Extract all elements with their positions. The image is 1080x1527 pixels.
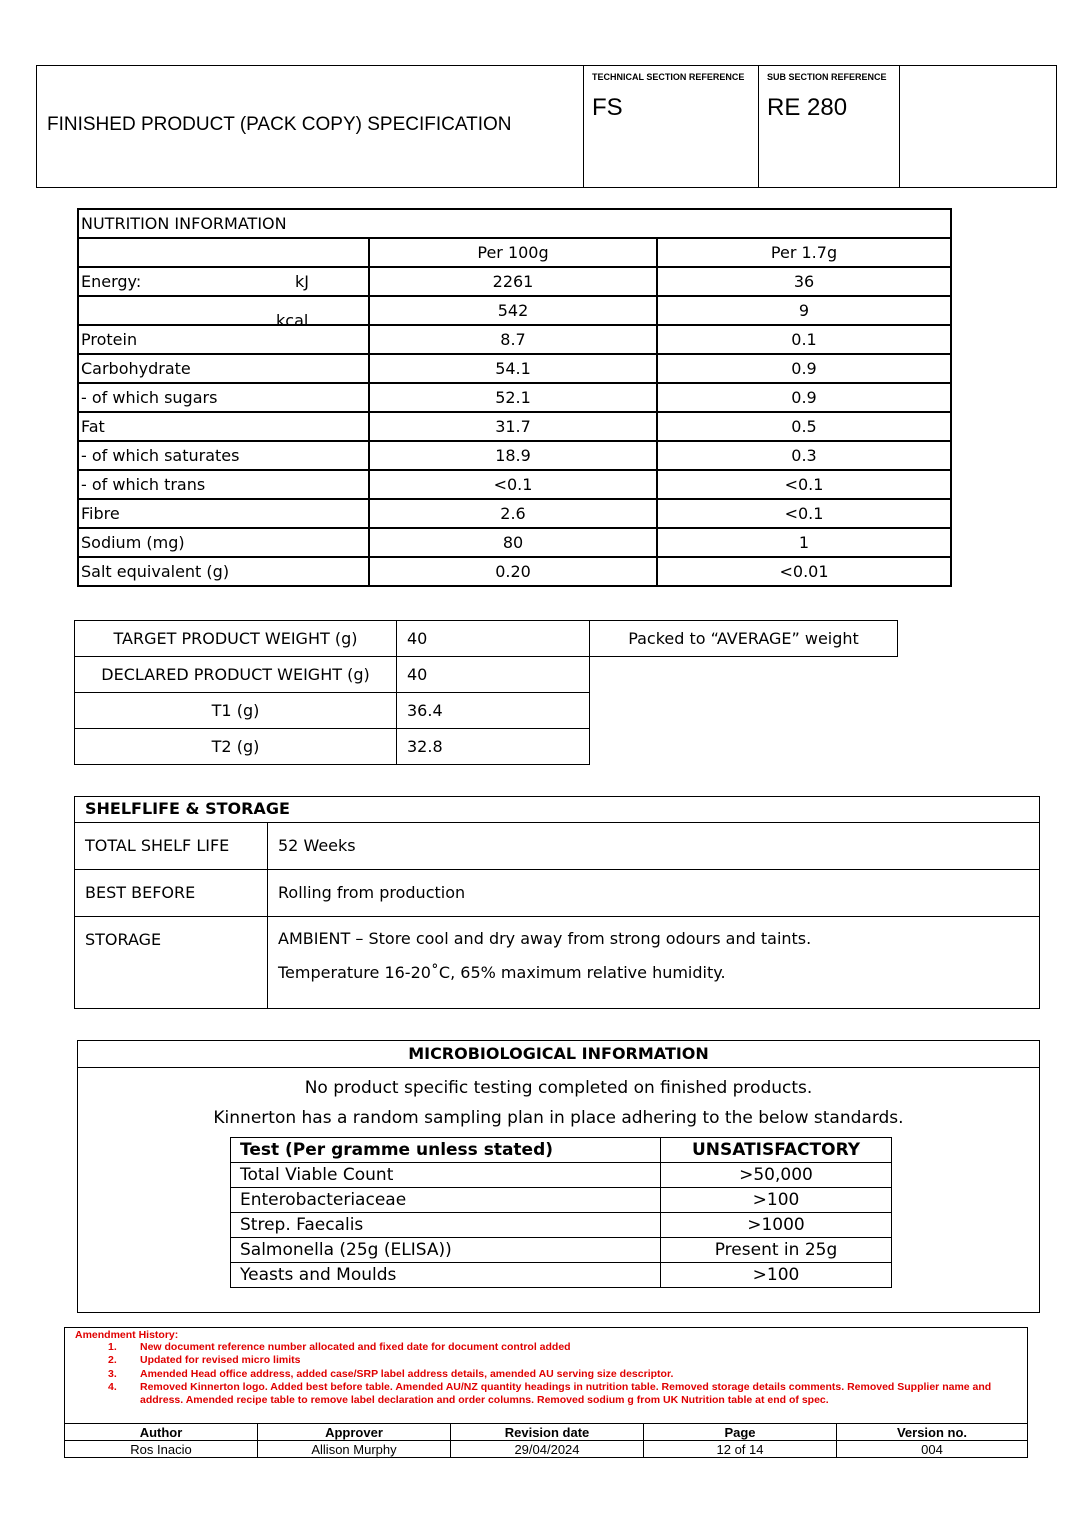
micro-test-header: Test (Per gramme unless stated) bbox=[231, 1138, 661, 1163]
nutrition-row bbox=[78, 499, 951, 528]
t1-value: 36.4 bbox=[397, 693, 590, 729]
document-title: FINISHED PRODUCT (PACK COPY) SPECIFICATION bbox=[37, 66, 584, 188]
nutrient-label: Salt equivalent (g) bbox=[81, 562, 230, 581]
nutrition-row bbox=[78, 412, 951, 441]
micro-test: Total Viable Count bbox=[231, 1163, 661, 1188]
nutrition-row bbox=[78, 528, 951, 557]
amendment-number: 2. bbox=[108, 1354, 117, 1367]
nutrient-label-cell bbox=[78, 557, 369, 586]
amendment-text: Removed Kinnerton logo. Added best before table. Amended AU/NZ quantity headings in nutrition table. Removed storage details comments. Removed Supplier name and address. Amended recipe table to remove label declaration and order columns. Removed sodium g from UK Nutrition table at end of spec. bbox=[140, 1380, 992, 1407]
amendment-text: New document reference number allocated and fixed date for document control added bbox=[140, 1341, 571, 1353]
nutrition-row bbox=[78, 354, 951, 383]
nutrient-label: Protein bbox=[81, 330, 138, 349]
target-weight-value: 40 bbox=[397, 621, 590, 657]
per-100g-value: 80 bbox=[369, 528, 657, 557]
micro-row bbox=[231, 1263, 892, 1288]
shelf-life-table bbox=[74, 796, 1040, 1009]
amendment-history bbox=[64, 1327, 1028, 1424]
storage-label: STORAGE bbox=[75, 917, 268, 1009]
author-value: Ros Inacio bbox=[65, 1441, 258, 1458]
micro-limit: >100 bbox=[661, 1263, 892, 1288]
nutrient-label-cell bbox=[78, 354, 369, 383]
micro-row bbox=[231, 1188, 892, 1213]
amendment-item bbox=[65, 1368, 1027, 1381]
micro-test: Strep. Faecalis bbox=[231, 1213, 661, 1238]
storage-line-1: AMBIENT – Store cool and dry away from strong odours and taints. bbox=[278, 929, 812, 948]
approver-label: Approver bbox=[258, 1424, 451, 1441]
per-100g-value: 54.1 bbox=[369, 354, 657, 383]
target-weight-label: TARGET PRODUCT WEIGHT (g) bbox=[75, 621, 397, 657]
energy-label: Energy: bbox=[81, 272, 142, 291]
document-footer bbox=[64, 1423, 1028, 1458]
micro-title: MICROBIOLOGICAL INFORMATION bbox=[78, 1041, 1039, 1068]
nutrition-header-blank bbox=[78, 238, 369, 267]
micro-limit: >50,000 bbox=[661, 1163, 892, 1188]
micro-limit: >100 bbox=[661, 1188, 892, 1213]
technical-section-label: TECHNICAL SECTION REFERENCE bbox=[592, 72, 745, 82]
per-100g-header: Per 100g bbox=[369, 238, 657, 267]
per-100g-value: <0.1 bbox=[369, 470, 657, 499]
per-serving-value: <0.1 bbox=[657, 499, 951, 528]
technical-section-value: FS bbox=[592, 94, 623, 121]
storage-line-2: Temperature 16-20˚C, 65% maximum relative humidity. bbox=[278, 963, 726, 982]
nutrient-label-cell bbox=[78, 325, 369, 354]
nutrition-row bbox=[78, 296, 951, 325]
per-serving-value: 1 bbox=[657, 528, 951, 557]
nutrient-label-cell bbox=[78, 470, 369, 499]
nutrient-label-cell bbox=[78, 412, 369, 441]
total-shelf-life-label: TOTAL SHELF LIFE bbox=[75, 823, 268, 870]
t1-label: T1 (g) bbox=[75, 693, 397, 729]
storage-value bbox=[268, 917, 1040, 1009]
technical-section-cell bbox=[584, 66, 759, 188]
micro-line-2: Kinnerton has a random sampling plan in place adhering to the below standards. bbox=[213, 1108, 904, 1128]
author-label: Author bbox=[65, 1424, 258, 1441]
per-serving-value: <0.1 bbox=[657, 470, 951, 499]
amendment-title: Amendment History: bbox=[75, 1329, 179, 1341]
energy-unit: kJ bbox=[295, 272, 309, 291]
sub-section-label: SUB SECTION REFERENCE bbox=[767, 72, 887, 82]
per-serving-value: <0.01 bbox=[657, 557, 951, 586]
per-serving-value: 0.5 bbox=[657, 412, 951, 441]
micro-limit: Present in 25g bbox=[661, 1238, 892, 1263]
micro-unsat-header: UNSATISFACTORY bbox=[661, 1138, 892, 1163]
nutrient-label: - of which sugars bbox=[81, 388, 218, 407]
amendment-number: 1. bbox=[108, 1341, 117, 1353]
shelf-life-title: SHELFLIFE & STORAGE bbox=[75, 797, 1040, 823]
nutrient-label-cell bbox=[78, 528, 369, 557]
per-serving-value: 9 bbox=[657, 296, 951, 325]
micro-line-1: No product specific testing completed on finished products. bbox=[304, 1078, 813, 1098]
t2-label: T2 (g) bbox=[75, 729, 397, 765]
per-serving-value: 0.3 bbox=[657, 441, 951, 470]
per-100g-value: 52.1 bbox=[369, 383, 657, 412]
nutrient-label-cell bbox=[78, 267, 369, 296]
per-100g-value: 0.20 bbox=[369, 557, 657, 586]
micro-section bbox=[77, 1040, 1040, 1313]
nutrition-row bbox=[78, 441, 951, 470]
weight-blank bbox=[590, 657, 898, 693]
total-shelf-life-value: 52 Weeks bbox=[268, 823, 1040, 870]
per-100g-value: 2261 bbox=[369, 267, 657, 296]
micro-table bbox=[230, 1137, 892, 1288]
micro-test: Salmonella (25g (ELISA)) bbox=[231, 1238, 661, 1263]
declared-weight-value: 40 bbox=[397, 657, 590, 693]
version-value: 004 bbox=[837, 1441, 1028, 1458]
energy-unit: kcal bbox=[276, 310, 309, 330]
revision-value: 29/04/2024 bbox=[451, 1441, 644, 1458]
amendment-item bbox=[65, 1341, 1027, 1354]
nutrient-label-cell bbox=[78, 441, 369, 470]
nutrition-row bbox=[78, 267, 951, 296]
per-100g-value: 2.6 bbox=[369, 499, 657, 528]
revision-label: Revision date bbox=[451, 1424, 644, 1441]
best-before-label: BEST BEFORE bbox=[75, 870, 268, 917]
nutrient-label: Sodium (mg) bbox=[81, 533, 185, 552]
nutrition-row bbox=[78, 470, 951, 499]
per-100g-value: 8.7 bbox=[369, 325, 657, 354]
weight-blank bbox=[590, 729, 898, 765]
micro-test: Enterobacteriaceae bbox=[231, 1188, 661, 1213]
weight-table bbox=[74, 620, 898, 765]
nutrition-title: NUTRITION INFORMATION bbox=[78, 209, 951, 238]
nutrient-label: Fat bbox=[81, 417, 105, 436]
nutrition-row bbox=[78, 325, 951, 354]
nutrient-label: - of which saturates bbox=[81, 446, 240, 465]
amendment-number: 4. bbox=[108, 1380, 117, 1393]
t2-value: 32.8 bbox=[397, 729, 590, 765]
amendment-text: Updated for revised micro limits bbox=[140, 1354, 301, 1367]
nutrient-label-cell bbox=[78, 499, 369, 528]
per-serving-header: Per 1.7g bbox=[657, 238, 951, 267]
per-100g-value: 31.7 bbox=[369, 412, 657, 441]
nutrition-table bbox=[77, 208, 952, 587]
per-serving-value: 36 bbox=[657, 267, 951, 296]
weight-blank bbox=[590, 693, 898, 729]
amendment-number: 3. bbox=[108, 1367, 117, 1380]
page-label: Page bbox=[644, 1424, 837, 1441]
per-serving-value: 0.1 bbox=[657, 325, 951, 354]
per-serving-value: 0.9 bbox=[657, 354, 951, 383]
nutrition-row bbox=[78, 383, 951, 412]
per-100g-value: 18.9 bbox=[369, 441, 657, 470]
amendment-item bbox=[65, 1354, 1027, 1367]
micro-row bbox=[231, 1213, 892, 1238]
micro-row bbox=[231, 1163, 892, 1188]
sub-section-cell bbox=[759, 66, 900, 188]
micro-row bbox=[231, 1238, 892, 1263]
micro-test: Yeasts and Moulds bbox=[231, 1263, 661, 1288]
micro-limit: >1000 bbox=[661, 1213, 892, 1238]
page-value: 12 of 14 bbox=[644, 1441, 837, 1458]
declared-weight-label: DECLARED PRODUCT WEIGHT (g) bbox=[75, 657, 397, 693]
per-serving-value: 0.9 bbox=[657, 383, 951, 412]
sub-section-value: RE 280 bbox=[767, 94, 848, 121]
approver-value: Allison Murphy bbox=[258, 1441, 451, 1458]
amendment-list bbox=[65, 1341, 1027, 1407]
version-label: Version no. bbox=[837, 1424, 1028, 1441]
nutrient-label-cell bbox=[78, 383, 369, 412]
best-before-value: Rolling from production bbox=[268, 870, 1040, 917]
nutrition-row bbox=[78, 557, 951, 586]
packed-note: Packed to “AVERAGE” weight bbox=[590, 621, 898, 657]
document-header bbox=[36, 65, 1057, 188]
header-blank-cell bbox=[900, 66, 1057, 188]
nutrient-label: Fibre bbox=[81, 504, 120, 523]
per-100g-value: 542 bbox=[369, 296, 657, 325]
nutrient-label: Carbohydrate bbox=[81, 359, 191, 378]
amendment-text: Amended Head office address, added case/SRP label address details, amended AU serving size descriptor. bbox=[140, 1367, 674, 1380]
nutrient-label-cell bbox=[78, 296, 369, 330]
nutrient-label: - of which trans bbox=[81, 475, 206, 494]
amendment-item bbox=[65, 1381, 1027, 1408]
